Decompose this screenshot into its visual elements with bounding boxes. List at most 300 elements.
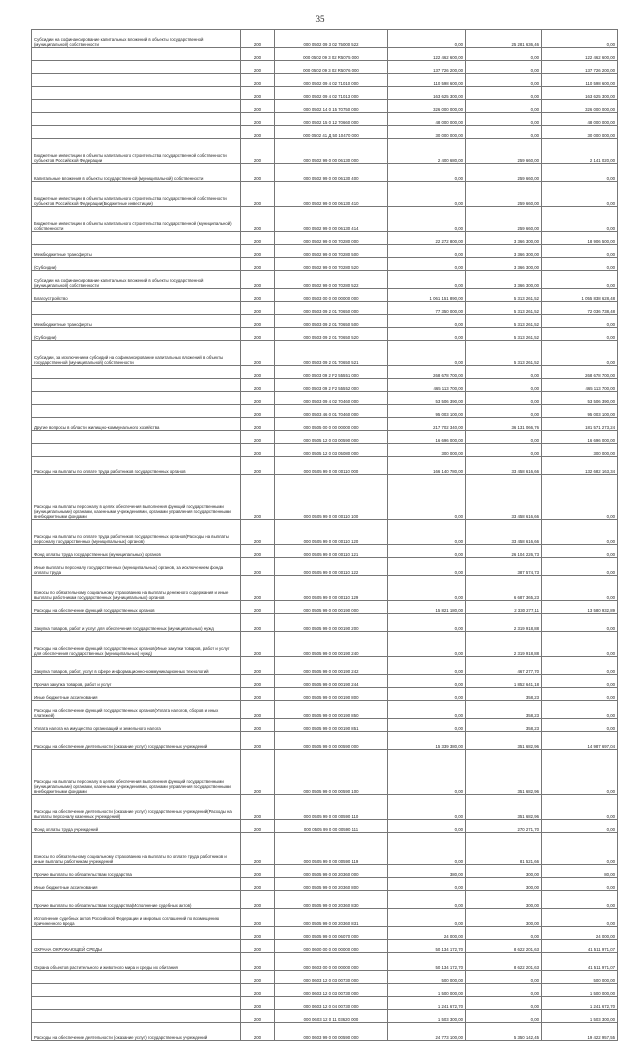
row-code-cell: 200 [241,418,275,431]
row-code-cell: 200 [241,139,275,164]
row-approved-cell: 217 702 340,00 [388,418,466,431]
row-code-cell: 200 [241,405,275,418]
table-row [32,719,618,732]
row-code-cell: 200 [241,891,275,909]
row-approved-cell: 0,00 [388,750,466,795]
row-name-cell: Иные бюджетные ассигнования [32,878,241,891]
row-name-cell: Бюджетные инвестиции в объекты капитального строительства государственной собственности субъектов Российской Федерации(Бюджетные инвестиции) [32,182,241,207]
table-row [32,971,618,984]
row-remaining-cell: 137 726 200,00 [542,61,618,74]
table-row [32,953,618,971]
row-classification-cell: 000 0503 00 0 00 00000 000 [275,289,388,302]
row-approved-cell: 500 000,00 [388,971,466,984]
row-remaining-cell: 0,00 [542,341,618,366]
table-row [32,431,618,444]
table-row [32,341,618,366]
row-name-cell: Бюджетные инвестиции в объекты капитального строительства государственной собственности субъектов Российской Федерации [32,139,241,164]
table-row [32,405,618,418]
row-name-cell: Исполнение судебных актов Российской Федерации и мировых соглашений по возмещению причиненного вреда [32,909,241,927]
row-remaining-cell: 0,00 [542,475,618,520]
row-classification-cell: 000 0505 99 0 00 00590 110 [275,795,388,820]
row-remaining-cell: 0,00 [542,164,618,182]
row-classification-cell: 000 0503 09 2 01 70650 521 [275,341,388,366]
row-classification-cell: 000 0502 09 3 02 R5076 000 [275,61,388,74]
table-row [32,632,618,657]
row-code-cell: 200 [241,601,275,614]
row-code-cell: 200 [241,940,275,953]
row-code-cell: 200 [241,48,275,61]
row-code-cell: 200 [241,392,275,405]
row-code-cell: 200 [241,953,275,971]
row-name-cell [32,405,241,418]
row-approved-cell: 50 134 172,70 [388,953,466,971]
row-approved-cell: 1 503 300,00 [388,1010,466,1023]
row-classification-cell: 000 0505 99 0 00 00190 800 [275,688,388,701]
row-executed-cell: 0,00 [466,100,542,113]
row-name-cell [32,74,241,87]
row-classification-cell: 000 0503 09 2 01 70650 000 [275,302,388,315]
row-executed-cell: 0,00 [466,87,542,100]
row-approved-cell: 24 773 100,00 [388,1023,466,1041]
row-classification-cell: 000 0505 99 0 00 00190 240 [275,632,388,657]
row-code-cell: 200 [241,328,275,341]
table-row [32,245,618,258]
table-row [32,520,618,545]
row-classification-cell: 000 0502 09 4 02 71010 000 [275,74,388,87]
table-row [32,927,618,940]
row-executed-cell: 351 682,96 [466,732,542,750]
row-code-cell: 200 [241,688,275,701]
table-row [32,392,618,405]
table-row [32,366,618,379]
table-row [32,576,618,601]
row-approved-cell: 0,00 [388,164,466,182]
row-classification-cell: 000 0603 12 0 03 00730 000 [275,984,388,997]
row-remaining-cell: 0,00 [542,750,618,795]
row-code-cell: 200 [241,100,275,113]
row-executed-cell: 0,00 [466,61,542,74]
row-executed-cell: 0,00 [466,431,542,444]
row-remaining-cell: 0,00 [542,675,618,688]
row-remaining-cell: 122 462 600,00 [542,48,618,61]
row-classification-cell: 000 0505 99 0 00 00590 119 [275,833,388,865]
row-code-cell: 200 [241,820,275,833]
row-remaining-cell: 0,00 [542,245,618,258]
table-row [32,328,618,341]
row-approved-cell: 0,00 [388,558,466,576]
row-classification-cell: 000 0505 99 0 00 06070 000 [275,927,388,940]
table-row [32,113,618,126]
row-classification-cell: 000 0503 09 2 F2 55552 000 [275,379,388,392]
row-remaining-cell: 0,00 [542,820,618,833]
row-executed-cell: 0,00 [466,74,542,87]
table-row [32,675,618,688]
page-number: 35 [315,14,325,24]
row-remaining-cell: 500 000,00 [542,971,618,984]
row-name-cell: Закупка товаров, работ и услуг для обеспечения государственных (муниципальных) нужд [32,614,241,632]
row-executed-cell: 259 660,00 [466,182,542,207]
row-classification-cell: 000 0503 09 2 01 70650 520 [275,328,388,341]
row-remaining-cell: 0,00 [542,558,618,576]
row-classification-cell: 000 0502 09 3 02 R5075 000 [275,48,388,61]
row-approved-cell: 0,00 [388,878,466,891]
row-approved-cell: 0,00 [388,328,466,341]
row-classification-cell: 000 0505 99 0 00 00190 851 [275,719,388,732]
row-name-cell: Прочие выплаты по обязательствам государства(Исполнение судебных актов) [32,891,241,909]
row-approved-cell: 0,00 [388,545,466,558]
row-approved-cell: 0,00 [388,271,466,289]
row-approved-cell: 110 598 600,00 [388,74,466,87]
row-executed-cell: 3 366 300,00 [466,232,542,245]
row-classification-cell: 000 0505 99 0 00 00110 121 [275,545,388,558]
row-remaining-cell: 268 678 700,00 [542,366,618,379]
row-remaining-cell: 0,00 [542,258,618,271]
row-code-cell: 200 [241,379,275,392]
row-approved-cell: 0,00 [388,576,466,601]
table-row [32,891,618,909]
row-executed-cell: 300,00 [466,891,542,909]
row-classification-cell: 000 0502 99 0 00 06130 000 [275,139,388,164]
row-classification-cell: 000 0505 99 0 00 00110 129 [275,576,388,601]
row-code-cell: 200 [241,909,275,927]
row-classification-cell: 000 0503 09 2 F2 55551 000 [275,366,388,379]
row-approved-cell: 0,00 [388,315,466,328]
budget-table [31,29,618,1041]
row-remaining-cell: 30 000 000,00 [542,126,618,139]
row-approved-cell: 16 696 000,00 [388,431,466,444]
row-code-cell: 200 [241,61,275,74]
row-approved-cell: 1 500 000,00 [388,984,466,997]
row-executed-cell: 467 277,70 [466,657,542,675]
row-remaining-cell: 41 511 971,07 [542,940,618,953]
table-row [32,182,618,207]
table-row [32,1023,618,1041]
row-approved-cell: 50 134 172,70 [388,940,466,953]
row-executed-cell: 6 687 365,23 [466,576,542,601]
row-executed-cell: 26 104 226,73 [466,545,542,558]
row-approved-cell: 0,00 [388,520,466,545]
row-classification-cell: 000 0505 99 0 00 00110 120 [275,520,388,545]
row-approved-cell: 380,00 [388,865,466,878]
row-remaining-cell: 0,00 [542,182,618,207]
table-row [32,207,618,232]
row-executed-cell: 358,23 [466,688,542,701]
row-name-cell: Расходы на обеспечение функций государственных органов(Уплата налогов, сборов и иных платежей) [32,701,241,719]
row-approved-cell: 0,00 [388,891,466,909]
row-remaining-cell: 16 696 000,00 [542,431,618,444]
row-remaining-cell: 1 500 000,00 [542,984,618,997]
table-row [32,750,618,795]
row-remaining-cell: 2 141 020,00 [542,139,618,164]
row-executed-cell: 5 313 261,52 [466,341,542,366]
row-remaining-cell: 465 113 700,00 [542,379,618,392]
row-executed-cell: 0,00 [466,392,542,405]
row-executed-cell: 3 366 300,00 [466,271,542,289]
row-code-cell: 200 [241,258,275,271]
row-classification-cell: 000 0505 99 0 00 20360 000 [275,865,388,878]
row-code-cell: 200 [241,865,275,878]
row-code-cell: 200 [241,366,275,379]
row-executed-cell: 8 622 201,63 [466,940,542,953]
row-classification-cell: 000 0502 41 Д 50 10470 000 [275,126,388,139]
row-code-cell: 200 [241,576,275,601]
row-remaining-cell: 14 987 697,04 [542,732,618,750]
row-code-cell: 200 [241,971,275,984]
row-remaining-cell: 48 000 000,00 [542,113,618,126]
row-name-cell: (Субсидии) [32,328,241,341]
row-remaining-cell: 41 511 971,07 [542,953,618,971]
row-code-cell: 200 [241,675,275,688]
row-name-cell: Взносы по обязательному социальному страхованию на выплаты по оплате труда работников и иные выплаты работникам учреждений [32,833,241,865]
row-name-cell [32,87,241,100]
row-code-cell: 200 [241,341,275,366]
row-code-cell: 200 [241,113,275,126]
row-executed-cell: 300,00 [466,865,542,878]
row-name-cell: Фонд оплаты труда государственных (муниципальных) органов [32,545,241,558]
row-approved-cell: 24 000,00 [388,927,466,940]
row-approved-cell: 0,00 [388,795,466,820]
row-remaining-cell: 110 598 600,00 [542,74,618,87]
row-name-cell [32,392,241,405]
row-classification-cell: 000 0505 12 0 03 05080 000 [275,444,388,457]
table-row [32,732,618,750]
table-row [32,379,618,392]
table-row [32,232,618,245]
row-executed-cell: 0,00 [466,405,542,418]
row-name-cell [32,100,241,113]
row-approved-cell: 95 003 100,00 [388,405,466,418]
row-remaining-cell: 1 241 672,70 [542,997,618,1010]
row-code-cell: 200 [241,927,275,940]
row-approved-cell: 77 350 000,00 [388,302,466,315]
row-name-cell [32,126,241,139]
budget-table-body [32,30,618,1041]
row-executed-cell: 2 319 918,88 [466,632,542,657]
row-code-cell: 200 [241,795,275,820]
row-executed-cell: 2 319 918,88 [466,614,542,632]
row-approved-cell: 326 000 000,00 [388,100,466,113]
row-approved-cell: 465 113 700,00 [388,379,466,392]
row-executed-cell: 3 366 300,00 [466,245,542,258]
table-row [32,601,618,614]
row-code-cell: 200 [241,719,275,732]
row-name-cell [32,997,241,1010]
table-row [32,289,618,302]
row-name-cell: Фонд оплаты труда учреждений [32,820,241,833]
row-code-cell: 200 [241,1023,275,1041]
row-classification-cell: 000 0505 99 0 00 20360 831 [275,909,388,927]
row-approved-cell: 2 400 680,00 [388,139,466,164]
row-code-cell: 200 [241,984,275,997]
row-code-cell: 200 [241,614,275,632]
row-classification-cell: 000 0505 99 0 00 20360 830 [275,891,388,909]
row-remaining-cell: 1 055 838 628,48 [542,289,618,302]
table-row [32,475,618,520]
row-name-cell: Расходы на обеспечение функций государственных органов [32,601,241,614]
row-executed-cell: 0,00 [466,48,542,61]
row-name-cell: Расходы на обеспечение деятельности (оказание услуг) государственных учреждений [32,1023,241,1041]
row-name-cell [32,48,241,61]
row-classification-cell: 000 0505 99 0 00 00190 200 [275,614,388,632]
row-code-cell: 200 [241,833,275,865]
row-name-cell: Взносы по обязательному социальному страхованию на выплаты денежного содержания и иные выплаты работникам государственных (муниципальных) органов [32,576,241,601]
row-name-cell: Расходы на выплаты персоналу в целях обеспечения выполнения функций государственными (муниципальными) органами, казенными учреждениями, органами управления государственными внебюджетными фондами [32,475,241,520]
row-approved-cell: 0,00 [388,207,466,232]
table-row [32,48,618,61]
table-row [32,30,618,48]
row-classification-cell: 000 0603 12 0 11 03620 000 [275,1010,388,1023]
row-code-cell: 200 [241,632,275,657]
row-approved-cell: 0,00 [388,30,466,48]
row-code-cell: 200 [241,558,275,576]
row-executed-cell: 270 271,70 [466,820,542,833]
row-classification-cell: 000 0505 99 0 00 00590 000 [275,732,388,750]
row-remaining-cell: 300 000,00 [542,444,618,457]
table-row [32,657,618,675]
row-name-cell: (Субсидии) [32,258,241,271]
row-name-cell [32,302,241,315]
row-remaining-cell: 0,00 [542,701,618,719]
row-name-cell: Субсидии на софинансирование капитальных вложений в объекты государственной (муниципальной) собственности [32,30,241,48]
row-name-cell: Расходы на обеспечение деятельности (оказание услуг) государственных учреждений [32,732,241,750]
row-remaining-cell: 0,00 [542,909,618,927]
row-approved-cell: 0,00 [388,475,466,520]
row-executed-cell: 259 660,00 [466,164,542,182]
row-code-cell: 200 [241,245,275,258]
row-code-cell: 200 [241,289,275,302]
row-classification-cell: 000 0505 99 0 00 00190 242 [275,657,388,675]
table-row [32,100,618,113]
row-code-cell: 200 [241,431,275,444]
table-row [32,457,618,475]
table-row [32,444,618,457]
row-name-cell: Благоустройство [32,289,241,302]
row-code-cell: 200 [241,232,275,245]
table-row [32,545,618,558]
row-remaining-cell: 181 571 273,24 [542,418,618,431]
row-code-cell: 200 [241,732,275,750]
row-executed-cell: 358,23 [466,719,542,732]
table-row [32,909,618,927]
row-approved-cell: 0,00 [388,688,466,701]
row-executed-cell: 0,00 [466,113,542,126]
row-executed-cell: 0,00 [466,984,542,997]
row-classification-cell: 000 0502 99 0 00 70280 000 [275,232,388,245]
row-executed-cell: 5 313 261,52 [466,289,542,302]
row-name-cell: Расходы на обеспечение деятельности (оказание услуг) государственных учреждений(Расходы на выплаты персоналу казенных учреждений) [32,795,241,820]
row-classification-cell: 000 0503 46 0 01 70460 000 [275,405,388,418]
table-row [32,315,618,328]
row-classification-cell: 000 0505 99 0 00 20360 800 [275,878,388,891]
row-approved-cell: 53 506 390,00 [388,392,466,405]
row-classification-cell: 000 0505 00 0 00 00000 000 [275,418,388,431]
row-classification-cell: 000 0502 99 0 00 06130 400 [275,164,388,182]
row-classification-cell: 000 0505 99 0 00 00110 100 [275,475,388,520]
row-approved-cell: 30 000 000,00 [388,126,466,139]
row-name-cell: Расходы на выплаты по оплате труда работников государственных органов(Расходы на выплаты персоналу государственных (муниципальных) органов) [32,520,241,545]
row-classification-cell: 000 0502 09 4 02 71013 000 [275,87,388,100]
row-executed-cell: 25 281 636,46 [466,30,542,48]
table-row [32,258,618,271]
row-remaining-cell: 95 003 100,00 [542,405,618,418]
table-row [32,418,618,431]
table-row [32,558,618,576]
row-classification-cell: 000 0505 99 0 00 00190 244 [275,675,388,688]
row-name-cell: Другие вопросы в области жилищно-коммунального хозяйства [32,418,241,431]
row-approved-cell: 0,00 [388,833,466,865]
row-approved-cell: 268 678 700,00 [388,366,466,379]
row-approved-cell: 15 821 180,00 [388,601,466,614]
row-approved-cell: 0,00 [388,701,466,719]
row-approved-cell: 0,00 [388,675,466,688]
row-executed-cell: 0,00 [466,444,542,457]
table-row [32,940,618,953]
row-classification-cell: 000 0502 99 0 00 70280 520 [275,258,388,271]
row-code-cell: 200 [241,750,275,795]
row-code-cell: 200 [241,271,275,289]
row-executed-cell: 358,23 [466,701,542,719]
row-executed-cell: 300,00 [466,878,542,891]
row-name-cell: Прочая закупка товаров, работ и услуг [32,675,241,688]
row-remaining-cell: 0,00 [542,520,618,545]
row-remaining-cell: 0,00 [542,632,618,657]
row-approved-cell: 122 462 600,00 [388,48,466,61]
row-remaining-cell: 53 506 390,00 [542,392,618,405]
table-row [32,614,618,632]
row-approved-cell: 163 625 300,00 [388,87,466,100]
row-executed-cell: 351 682,96 [466,795,542,820]
row-name-cell [32,232,241,245]
row-approved-cell: 0,00 [388,182,466,207]
row-remaining-cell: 0,00 [542,688,618,701]
row-name-cell [32,927,241,940]
row-classification-cell: 000 0505 12 0 03 00590 000 [275,431,388,444]
row-name-cell: Уплата налога на имущество организаций и земельного налога [32,719,241,732]
row-executed-cell: 0,00 [466,971,542,984]
row-approved-cell: 166 140 780,00 [388,457,466,475]
row-remaining-cell: 0,00 [542,328,618,341]
table-row [32,302,618,315]
table-row [32,139,618,164]
row-code-cell: 200 [241,878,275,891]
row-classification-cell: 000 0505 99 0 00 00190 000 [275,601,388,614]
row-name-cell: Расходы на выплаты персоналу в целях обеспечения выполнения функций государственными (муниципальными) органами, казенными учреждениями, органами управления государственными внебюджетными фондами [32,750,241,795]
row-name-cell [32,113,241,126]
row-code-cell: 200 [241,164,275,182]
row-code-cell: 200 [241,657,275,675]
row-approved-cell: 0,00 [388,258,466,271]
row-classification-cell: 000 0503 09 2 01 70650 500 [275,315,388,328]
row-executed-cell: 33 458 616,66 [466,520,542,545]
row-remaining-cell: 0,00 [542,207,618,232]
row-name-cell: Иные бюджетные ассигнования [32,688,241,701]
row-code-cell: 200 [241,30,275,48]
row-name-cell [32,971,241,984]
row-executed-cell: 5 313 261,52 [466,302,542,315]
row-name-cell [32,366,241,379]
row-classification-cell: 000 0505 99 0 00 00110 122 [275,558,388,576]
table-row [32,164,618,182]
table-row [32,878,618,891]
row-code-cell: 200 [241,457,275,475]
table-row [32,126,618,139]
row-executed-cell: 5 313 261,52 [466,315,542,328]
row-name-cell [32,1010,241,1023]
row-executed-cell: 0,00 [466,1010,542,1023]
row-remaining-cell: 0,00 [542,614,618,632]
row-code-cell: 200 [241,444,275,457]
row-code-cell: 200 [241,126,275,139]
